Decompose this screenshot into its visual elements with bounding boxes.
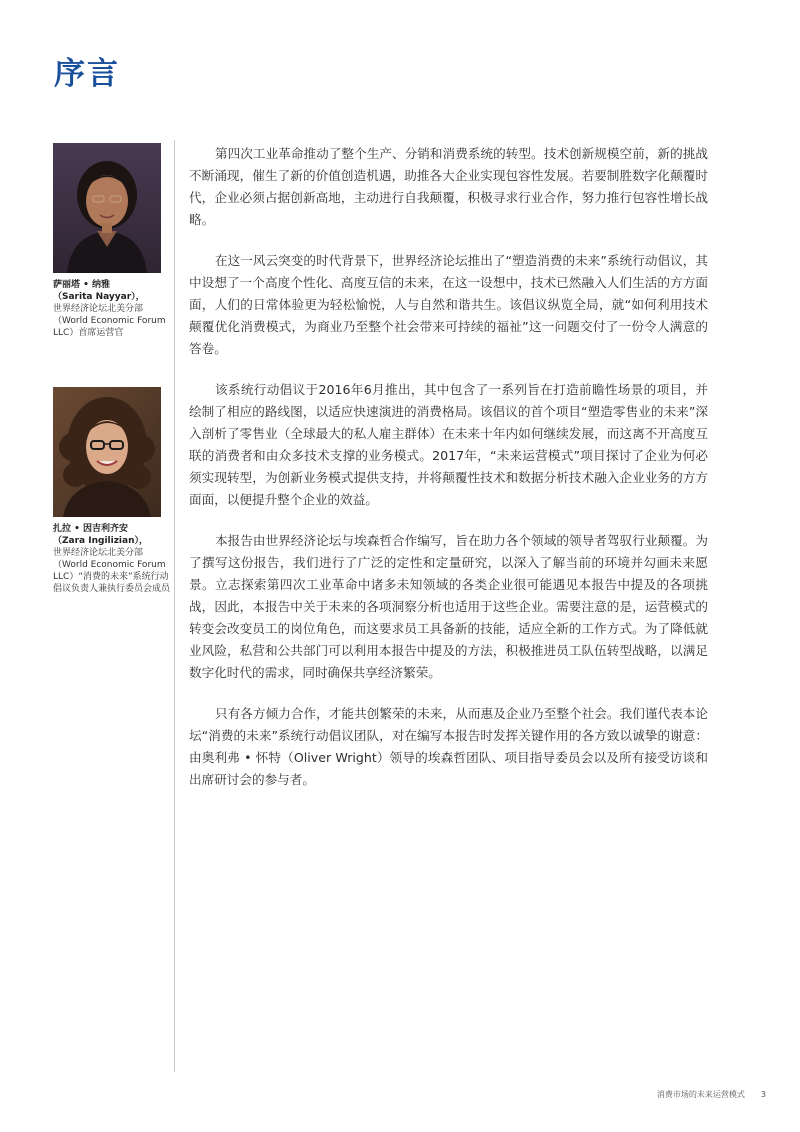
publication-title: 消费市场的未来运营模式	[656, 1090, 745, 1099]
profile-card	[53, 143, 171, 339]
profile-english-name: （Zara Ingilizian），	[53, 536, 149, 546]
profile-caption	[53, 523, 171, 595]
profile-role: 世界经济论坛北美分部（World Economic Forum LLC）“消费的未来”系统行动倡议负责人兼执行委员会成员	[53, 548, 171, 594]
portrait-photo	[53, 387, 161, 517]
paragraph: 第四次工业革命推动了整个生产、分销和消费系统的转型。技术创新规模空前，新的挑战不断涌现，催生了新的价值创造机遇，助推各大企业实现包容性发展。若要制胜数字化颠覆时代，企业必须占据创新高地，主动进行自我颠覆，积极寻求行业合作，努力推行包容性增长战略。	[189, 146, 708, 227]
column-divider	[174, 140, 175, 1072]
paragraph: 本报告由世界经济论坛与埃森哲合作编写，旨在助力各个领域的领导者驾驭行业颠覆。为了撰写这份报告，我们进行了广泛的定性和定量研究，以深入了解当前的环境并勾画未来愿景。立志探索第四次工业革命中诸多未知领域的各类企业很可能遇见本报告中提及的各项挑战，因此，本报告中关于未来的各项洞察分析也适用于这些企业。需要注意的是，运营模式的转变会改变员工的岗位角色，而这要求员工具备新的技能，适应全新的工作方式。为了降低就业风险，私营和公共部门可以利用本报告中提及的方法，积极推进员工队伍转型战略，以满足数字化时代的需求，同时确保共享经济繁荣。	[189, 533, 708, 680]
portrait-photo	[53, 143, 161, 273]
paragraph: 该系统行动倡议于2016年6月推出，其中包含了一系列旨在打造前瞻性场景的项目，并绘制了相应的路线图，以适应快速演进的消费格局。该倡议的首个项目“塑造零售业的未来”深入剖析了零售业（全球最大的私人雇主群体）在未来十年内如何继续发展，而这离不开高度互联的消费者和由众多技术支撑的业务模式。2017年，“未来运营模式”项目探讨了企业为何必须实现转型，为创新业务模式提供支持，并将颠覆性技术和数据分析技术融入企业业务的方方面面，以便提升整个企业的效益。	[189, 382, 708, 507]
paragraph: 只有各方倾力合作，才能共创繁荣的未来，从而惠及企业乃至整个社会。我们谨代表本论坛“消费的未来”系统行动倡议团队，对在编写本报告时发挥关键作用的各方致以诚挚的谢意：由奥利弗 • 怀特（Oliver Wright）领导的埃森哲团队、项目指导委员会以及所有接受访谈和出席研讨会的参与者。	[189, 706, 708, 787]
profile-card	[53, 387, 171, 595]
paragraph: 在这一风云突变的时代背景下，世界经济论坛推出了“塑造消费的未来”系统行动倡议，其中设想了一个高度个性化、高度互信的未来，在这一设想中，技术已然融入人们生活的方方面面，人们的日常体验更为轻松愉悦，人与自然和谐共生。该倡议纵览全局，就“如何利用技术颠覆优化消费模式，为商业乃至整个社会带来可持续的福祉”这一问题交付了一份令人满意的答卷。	[189, 253, 708, 356]
page-footer	[657, 1089, 766, 1100]
profile-name: 扎拉 • 因吉利齐安	[53, 524, 129, 534]
body-text	[189, 143, 708, 810]
profile-name: 萨丽塔 • 纳雅	[53, 280, 111, 290]
page-title: 序言	[54, 56, 120, 92]
profile-role: 世界经济论坛北美分部（World Economic Forum LLC）首席运营官	[53, 304, 166, 338]
profile-english-name: （Sarita Nayyar），	[53, 292, 145, 302]
page-number: 3	[760, 1090, 766, 1099]
profile-caption	[53, 279, 171, 339]
